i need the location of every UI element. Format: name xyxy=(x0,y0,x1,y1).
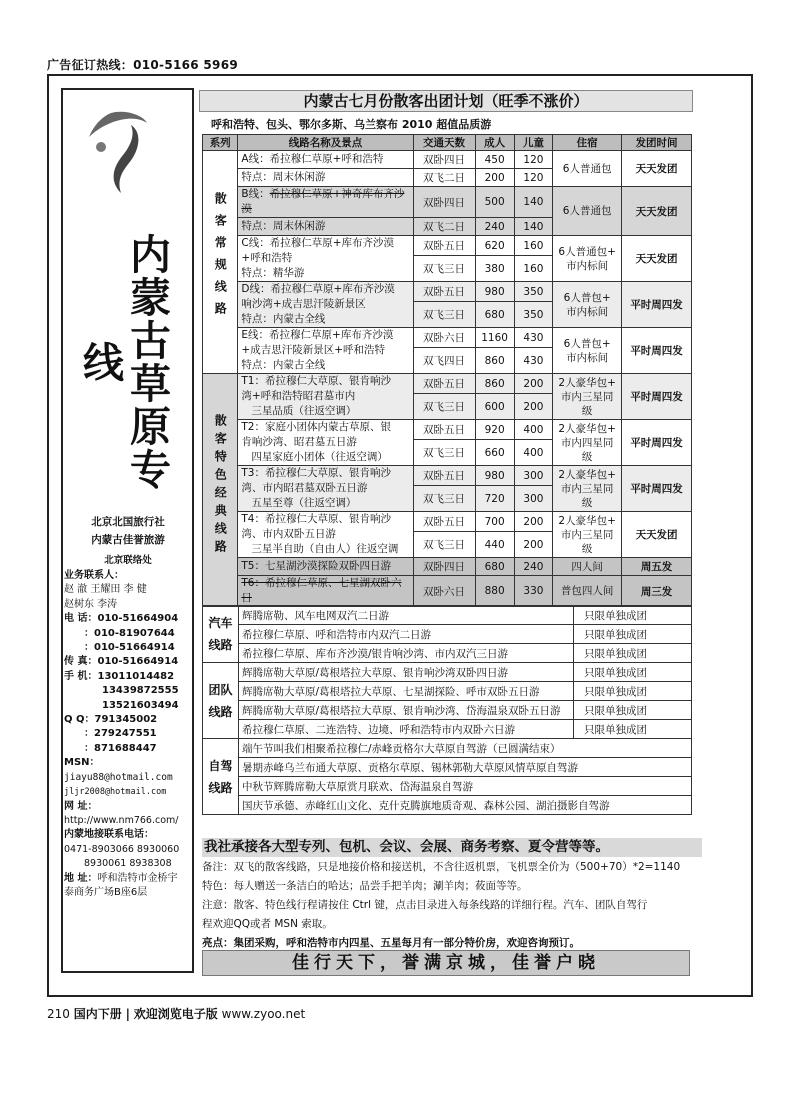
header-lodging: 住宿 xyxy=(553,135,622,151)
route-e-name-2: +成吉思汗陵新景区+呼和浩特 xyxy=(241,344,385,356)
self-drive-route[interactable]: 国庆节承德、赤峰红山文化、克什克腾旗地质奇观、森林公园、湖泊摄影自驾游 xyxy=(239,796,692,815)
route-t1-name-2: 湾+呼和浩特昭君墓市内 xyxy=(241,390,356,402)
table-row xyxy=(203,558,692,576)
adult-price: 440 xyxy=(475,532,514,558)
route-t2-name-1: T2：家庭小团体内蒙古草原、银 xyxy=(241,421,391,433)
table-row xyxy=(203,282,692,302)
route-e[interactable] xyxy=(238,328,413,374)
transport: 双卧五日 xyxy=(413,282,475,302)
table-row xyxy=(203,663,692,682)
lodging xyxy=(553,420,622,466)
group-routes-label xyxy=(203,663,239,739)
transport: 双飞三日 xyxy=(413,440,475,466)
group-route[interactable]: 希拉穆仁草原、二连浩特、边境、呼和浩特市内双卧六日游 xyxy=(239,720,574,739)
table-row xyxy=(203,187,692,218)
child-price: 160 xyxy=(514,256,552,282)
route-a-feature: 特点：周末休闲游 xyxy=(238,169,413,187)
table-row xyxy=(203,625,692,644)
qq-2[interactable]: ：279247551 xyxy=(84,728,157,740)
lodging-line-1: 2人豪华包+ xyxy=(558,514,616,527)
table-row xyxy=(203,644,692,663)
child-price: 430 xyxy=(514,328,552,348)
adult-price: 720 xyxy=(475,486,514,512)
address-2: 泰商务广场B座6层 xyxy=(64,886,148,898)
table-row xyxy=(203,682,692,701)
group-route[interactable]: 辉腾席勒大草原/葛根塔拉大草原、银肯响沙湾双卧四日游 xyxy=(239,663,574,682)
address-label: 地 址： xyxy=(64,872,98,884)
depart-time: 平时周四发 xyxy=(622,420,692,466)
footer-separator: | xyxy=(125,1007,130,1021)
remarks xyxy=(202,858,742,953)
services-banner: 我社承接各大型专列、包机、会议、会展、商务考察、夏令营等等。 xyxy=(202,838,702,857)
bus-route[interactable]: 辉腾席勒、风车电网双汽二日游 xyxy=(239,606,574,625)
table-row xyxy=(203,796,692,815)
lodging: 6人普通包 xyxy=(553,151,622,187)
route-b-strike: 希拉穆仁草原+神奇库布齐沙漠 xyxy=(241,188,405,215)
bus-note: 只限单独成团 xyxy=(574,644,692,663)
route-t6[interactable] xyxy=(238,576,413,607)
msn-1[interactable]: jiayu88@hotmail.com xyxy=(64,771,173,783)
bus-route[interactable]: 希拉穆仁草原、呼和浩特市内双汽二日游 xyxy=(239,625,574,644)
lodging-line-2: 市内三星同级 xyxy=(560,390,614,417)
child-price: 330 xyxy=(514,576,552,607)
contacts-label: 业务联系人： xyxy=(64,570,124,581)
bus-routes-label xyxy=(203,606,239,663)
series-special xyxy=(203,374,238,607)
table-row xyxy=(203,739,692,758)
qq-label: Q Q： xyxy=(64,714,95,726)
lodging xyxy=(553,374,622,420)
lodging-line-1: 2人豪华包+ xyxy=(558,422,616,435)
transport: 双飞四日 xyxy=(413,348,475,374)
lodging-line-1: 6人普包+ xyxy=(563,291,611,304)
table-row xyxy=(203,701,692,720)
route-b-name[interactable] xyxy=(238,187,413,218)
table-row xyxy=(203,576,692,607)
depart-time: 天天发团 xyxy=(622,151,692,187)
msn-2[interactable]: jljr2008@hotmail.com xyxy=(64,787,167,798)
lodging-line-2: 市内标间 xyxy=(566,351,609,364)
web-label: 网 址： xyxy=(64,800,98,812)
child-price: 160 xyxy=(514,236,552,256)
lodging-line-1: 6人普通包+ xyxy=(558,245,616,258)
table-row xyxy=(203,466,692,486)
bus-routes-text: 汽车线路 xyxy=(208,616,233,652)
inner-phone-1[interactable]: 0471-8903066 8930060 xyxy=(64,843,180,855)
main-subtitle: 呼和浩特、包头、鄂尔多斯、乌兰察布 2010 超值品质游 xyxy=(211,118,492,131)
adult-price: 380 xyxy=(475,256,514,282)
agency-name-1: 北京北国旅行社 xyxy=(91,516,165,528)
child-price: 350 xyxy=(514,282,552,302)
main-title: 内蒙古七月份散客出团计划（旺季不涨价） xyxy=(199,90,693,112)
depart-time: 平时周四发 xyxy=(622,282,692,328)
table-row xyxy=(203,777,692,796)
child-price: 200 xyxy=(514,512,552,532)
adult-price: 1160 xyxy=(475,328,514,348)
route-t3-name-2: 湾、市内昭君墓双卧五日游 xyxy=(241,482,368,494)
adult-price: 200 xyxy=(475,169,514,187)
route-t3[interactable] xyxy=(238,466,413,512)
remark-attention: 注意：散客、特色线行程请按住 Ctrl 键，点击目录进入每条线路的详细行程。汽车、团队自驾行 xyxy=(202,899,648,911)
remark-highlight: 亮点：集团采购，呼和浩特市内四星、五星每月有一部分特价房，欢迎咨询预订。 xyxy=(202,937,580,949)
footer-slogan: 欢迎浏览电子版 xyxy=(133,1007,218,1021)
table-row xyxy=(203,236,692,256)
child-price: 200 xyxy=(514,532,552,558)
route-t3-name-3: 五星至尊（往返空调） xyxy=(251,497,357,509)
self-drive-text: 自驾线路 xyxy=(208,758,233,795)
mobile-2[interactable]: 13439872555 xyxy=(102,685,179,697)
adult-price: 980 xyxy=(475,282,514,302)
route-t4-name-3: 三星半自助（自由人）往返空调 xyxy=(251,543,399,555)
transport: 双卧六日 xyxy=(413,328,475,348)
phone-label: 电 话： xyxy=(64,613,98,625)
office-name: 北京联络处 xyxy=(104,555,152,566)
series-regular-label: 散客常规线路 xyxy=(213,192,228,324)
child-price: 120 xyxy=(514,151,552,169)
remark-note: 备注：双飞的散客线路，只是地接价格和接送机，不含往返机票，飞机票全价为（500+70）*2=1140 xyxy=(202,861,681,873)
route-c-name-2: +呼和浩特 xyxy=(241,252,293,264)
lodging xyxy=(553,328,622,374)
lodging-line-1: 2人豪华包+ xyxy=(558,468,616,481)
footer-url[interactable]: www.zyoo.net xyxy=(221,1007,306,1021)
contacts-line-2: 赵树东 李涛 xyxy=(64,598,118,610)
lodging xyxy=(553,236,622,282)
self-drive-label xyxy=(203,739,239,815)
lodging xyxy=(553,466,622,512)
transport: 双飞三日 xyxy=(413,486,475,512)
lodging-line-2: 市内四星同级 xyxy=(560,436,614,463)
table-row xyxy=(203,720,692,739)
child-price: 240 xyxy=(514,558,552,576)
depart-time: 平时周四发 xyxy=(622,466,692,512)
route-t1-name-1: T1：希拉穆仁大草原、银肯响沙 xyxy=(241,375,391,387)
adult-price: 450 xyxy=(475,151,514,169)
transport: 双卧五日 xyxy=(413,466,475,486)
route-t4[interactable] xyxy=(238,512,413,558)
child-price: 400 xyxy=(514,420,552,440)
self-drive-route[interactable]: 端午节叫我们相聚希拉穆仁/赤峰贡格尔大草原自驾游（已圆满结束） xyxy=(239,739,692,758)
mobile-1[interactable]: 13011014482 xyxy=(97,670,175,682)
adult-price: 700 xyxy=(475,512,514,532)
route-b-feature: 特点：周末休闲游 xyxy=(238,218,413,236)
qq-3[interactable]: ：871688447 xyxy=(84,742,157,754)
mobile-3[interactable]: 13521603494 xyxy=(102,699,179,711)
child-price: 120 xyxy=(514,169,552,187)
transport: 双飞二日 xyxy=(413,169,475,187)
table-row xyxy=(203,374,692,394)
lodging-line-2: 市内标间 xyxy=(566,305,609,318)
lodging-line-2: 市内标间 xyxy=(566,259,609,272)
page-footer xyxy=(47,1005,305,1022)
transport: 双卧五日 xyxy=(413,236,475,256)
fax-label: 传 真： xyxy=(64,656,98,668)
route-a-name[interactable]: A线：希拉穆仁草原+呼和浩特 xyxy=(238,151,413,169)
table-row xyxy=(203,151,692,169)
route-c[interactable] xyxy=(238,236,413,282)
route-t5[interactable]: T5：七星湖沙漠探险双卧四日游 xyxy=(238,558,413,576)
section-name: 国内下册 xyxy=(73,1007,122,1021)
sidebar-title: 内蒙古草原专线 xyxy=(76,233,171,491)
phone-1[interactable]: 010-51664904 xyxy=(97,613,179,625)
transport: 双飞三日 xyxy=(413,302,475,328)
route-e-name-1: E线：希拉穆仁草原+库布齐沙漠 xyxy=(241,329,394,341)
route-t2-name-3: 四星家庭小团体（往返空调） xyxy=(251,451,388,463)
lodging: 6人普通包 xyxy=(553,187,622,236)
child-price: 300 xyxy=(514,466,552,486)
table-row xyxy=(203,512,692,532)
page-number: 210 xyxy=(47,1007,70,1021)
series-special-label: 散客特色经典线路 xyxy=(213,414,228,558)
transport: 双卧四日 xyxy=(413,187,475,218)
tour-plan-table xyxy=(202,134,692,607)
adult-price: 920 xyxy=(475,420,514,440)
phone-3[interactable]: ：010-51664914 xyxy=(84,642,175,654)
remark-attention-cont: 程欢迎QQ或者 MSN 索取。 xyxy=(202,918,333,930)
group-route[interactable]: 辉腾席勒大草原/葛根塔拉大草原、银肯响沙湾、岱海温泉双卧五日游 xyxy=(239,701,574,720)
route-d-feature: 特点：内蒙古全线 xyxy=(241,313,326,325)
adult-price: 680 xyxy=(475,558,514,576)
lodging xyxy=(553,282,622,328)
self-drive-route[interactable]: 中秋节辉腾席勒大草原赏月联欢、岱海温泉自驾游 xyxy=(239,777,692,796)
lodging: 四人间 xyxy=(553,558,622,576)
route-t6-name: T6：希拉穆仁草原、七星湖双卧六日 xyxy=(241,577,402,604)
lodging-line-1: 6人普包+ xyxy=(563,337,611,350)
qq-1[interactable]: 791345002 xyxy=(94,714,158,726)
transport: 双卧四日 xyxy=(413,151,475,169)
adult-price: 680 xyxy=(475,302,514,328)
route-t1-name-3: 三星品质（往返空调） xyxy=(251,405,357,417)
table-header-row xyxy=(203,135,692,151)
contact-block xyxy=(64,569,194,900)
agency-logo-icon xyxy=(85,107,155,197)
lodging xyxy=(553,512,622,558)
route-d[interactable] xyxy=(238,282,413,328)
transport: 双飞二日 xyxy=(413,218,475,236)
route-t4-name-2: 湾、市内双卧五日游 xyxy=(241,528,336,540)
transport: 双卧五日 xyxy=(413,374,475,394)
child-price: 140 xyxy=(514,218,552,236)
group-routes-text: 团队线路 xyxy=(208,682,233,719)
bus-note: 只限单独成团 xyxy=(574,625,692,644)
website-link[interactable]: http://www.nm766.com/ xyxy=(64,814,179,826)
contacts-line-1: 赵 澈 王耀田 李 健 xyxy=(64,584,147,596)
transport: 双飞三日 xyxy=(413,532,475,558)
remark-feature: 特色：每人赠送一条洁白的哈达；品尝手把羊肉；涮羊肉；莜面等等。 xyxy=(202,880,528,892)
fax-number: 010-51664914 xyxy=(97,656,179,668)
header-route: 线路名称及景点 xyxy=(238,135,413,151)
route-d-name-2: 响沙湾+成吉思汗陵新景区 xyxy=(241,298,366,310)
transport: 双卧五日 xyxy=(413,420,475,440)
depart-time: 天天发团 xyxy=(622,512,692,558)
phone-2[interactable]: ：010-81907644 xyxy=(84,627,175,639)
child-price: 200 xyxy=(514,374,552,394)
header-adult: 成人 xyxy=(475,135,514,151)
ad-hotline: 广告征订热线：010-5166 5969 xyxy=(47,58,239,72)
depart-time: 周三发 xyxy=(622,576,692,607)
msn-label: MSN： xyxy=(64,757,100,769)
route-c-feature: 特点：精华游 xyxy=(241,267,305,279)
transport: 双卧六日 xyxy=(413,576,475,607)
adult-price: 660 xyxy=(475,440,514,466)
lodging-line-2: 市内三星同级 xyxy=(560,482,614,509)
lodging: 普包四人间 xyxy=(553,576,622,607)
address-1: 呼和浩特市金桥宇 xyxy=(97,872,178,884)
depart-time: 天天发团 xyxy=(622,236,692,282)
series-regular xyxy=(203,151,238,374)
route-e-feature: 特点：内蒙古全线 xyxy=(241,359,326,371)
inner-phone-2[interactable]: 8930061 8938308 xyxy=(84,858,172,870)
bus-route[interactable]: 希拉穆仁草原、库布齐沙漠/银肯响沙湾、市内双汽三日游 xyxy=(239,644,574,663)
adult-price: 500 xyxy=(475,187,514,218)
inner-mongolia-contact-label: 内蒙地接联系电话： xyxy=(64,829,154,841)
adult-price: 860 xyxy=(475,374,514,394)
agency-name-2: 内蒙古佳誉旅游 xyxy=(91,534,165,546)
adult-price: 620 xyxy=(475,236,514,256)
route-t2-name-2: 肯响沙湾、昭君墓五日游 xyxy=(241,436,357,448)
table-row xyxy=(203,758,692,777)
lodging-line-2: 市内三星同级 xyxy=(560,528,614,555)
child-price: 430 xyxy=(514,348,552,374)
route-t2[interactable] xyxy=(238,420,413,466)
other-routes-table xyxy=(202,605,692,815)
transport: 双卧五日 xyxy=(413,512,475,532)
child-price: 400 xyxy=(514,440,552,466)
table-row xyxy=(203,420,692,440)
header-depart: 发团时间 xyxy=(622,135,692,151)
transport: 双飞三日 xyxy=(413,394,475,420)
depart-time: 平时周四发 xyxy=(622,328,692,374)
adult-price: 880 xyxy=(475,576,514,607)
table-row xyxy=(203,328,692,348)
slogan-banner: 佳行天下，誉满京城，佳誉户晓 xyxy=(202,950,690,976)
route-b-prefix: B线： xyxy=(241,188,270,200)
adult-price: 600 xyxy=(475,394,514,420)
table-row xyxy=(203,606,692,625)
lodging-line-1: 2人豪华包+ xyxy=(558,376,616,389)
child-price: 200 xyxy=(514,394,552,420)
child-price: 300 xyxy=(514,486,552,512)
group-note: 只限单独成团 xyxy=(574,663,692,682)
route-t4-name-1: T4：希拉穆仁大草原、银肯响沙 xyxy=(241,513,391,525)
adult-price: 860 xyxy=(475,348,514,374)
header-series: 系列 xyxy=(203,135,238,151)
depart-time: 平时周四发 xyxy=(622,374,692,420)
route-t1[interactable] xyxy=(238,374,413,420)
transport: 双卧四日 xyxy=(413,558,475,576)
adult-price: 240 xyxy=(475,218,514,236)
group-note: 只限单独成团 xyxy=(574,701,692,720)
mobile-label: 手 机： xyxy=(64,670,98,682)
route-t3-name-1: T3：希拉穆仁大草原、银肯响沙 xyxy=(241,467,391,479)
group-note: 只限单独成团 xyxy=(574,720,692,739)
header-child: 儿童 xyxy=(514,135,552,151)
transport: 双飞三日 xyxy=(413,256,475,282)
self-drive-route[interactable]: 暑期赤峰乌兰布通大草原、贡格尔草原、锡林郭勒大草原风情草原自驾游 xyxy=(239,758,692,777)
bus-note: 只限单独成团 xyxy=(574,606,692,625)
depart-time: 天天发团 xyxy=(622,187,692,236)
child-price: 140 xyxy=(514,187,552,218)
group-note: 只限单独成团 xyxy=(574,682,692,701)
route-d-name-1: D线：希拉穆仁草原+库布齐沙漠 xyxy=(241,283,395,295)
depart-time: 周五发 xyxy=(622,558,692,576)
child-price: 350 xyxy=(514,302,552,328)
group-route[interactable]: 辉腾席勒大草原/葛根塔拉大草原、七星湖探险、呼市双卧五日游 xyxy=(239,682,574,701)
header-transport: 交通天数 xyxy=(413,135,475,151)
route-c-name-1: C线：希拉穆仁草原+库布齐沙漠 xyxy=(241,237,395,249)
adult-price: 980 xyxy=(475,466,514,486)
